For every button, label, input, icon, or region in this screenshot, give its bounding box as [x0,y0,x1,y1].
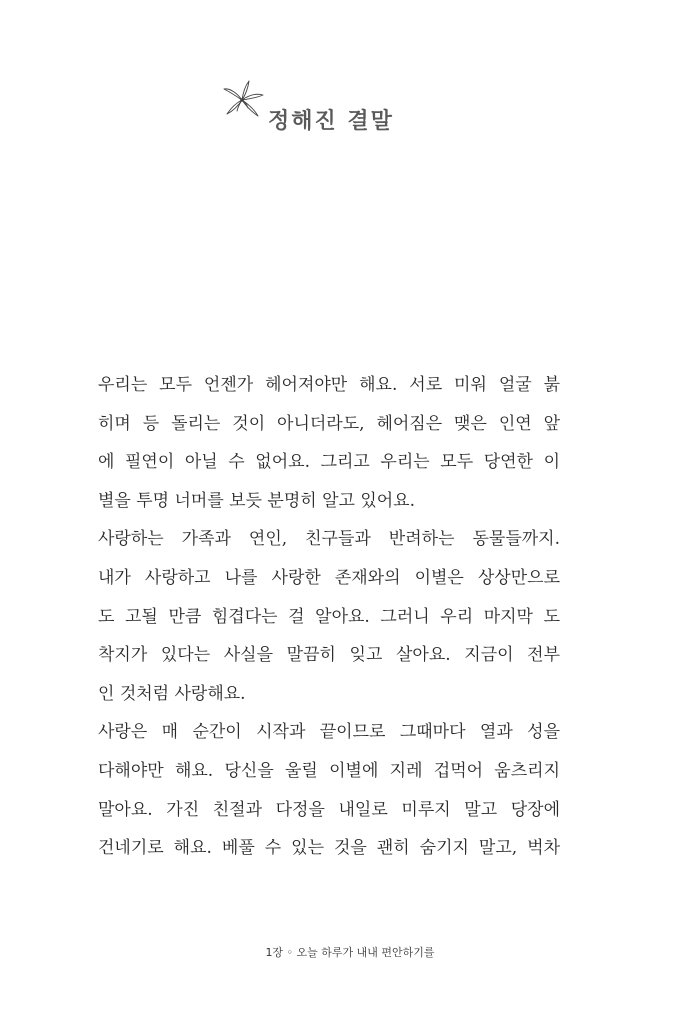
text-line: 다해야만 해요. 당신을 울릴 이별에 지레 겁먹어 움츠리지 [98,760,560,781]
text-line: 사랑은 매 순간이 시작과 끝이므로 그때마다 열과 성을 [98,722,560,743]
text-line: 건네기로 해요. 베풀 수 있는 것을 괜히 숨기지 말고, 벅차 [98,838,560,859]
text-line: 내가 사랑하고 나를 사랑한 존재와의 이별은 상상만으로 [98,567,560,588]
lily-flower-icon [220,80,266,120]
text-line: 별을 투명 너머를 보듯 분명히 알고 있어요. [98,490,416,511]
chapter-header [220,80,394,134]
text-line: 도 고될 만큼 힘겹다는 걸 알아요. 그러니 우리 마지막 도 [98,606,560,627]
text-line: 우리는 모두 언젠가 헤어져야만 해요. 서로 미워 얼굴 붉 [98,375,560,395]
text-line: 말아요. 가진 친절과 다정을 내일로 미루지 말고 당장에 [98,799,560,820]
chapter-title: 정해진 결말 [268,108,394,134]
text-line: 에 필연이 아닐 수 없어요. 그리고 우리는 모두 당연한 이 [98,452,560,473]
page-footer: 1장 ◦ 오늘 하루가 내내 편안하기를 [265,946,435,959]
text-line: 히며 등 돌리는 것이 아니더라도, 헤어짐은 맺은 인연 앞 [98,413,560,434]
text-line: 사랑하는 가족과 연인, 친구들과 반려하는 동물들까지. [98,529,560,550]
body-text [98,366,560,868]
text-line: 인 것처럼 사랑해요. [98,683,246,704]
text-line: 착지가 있다는 사실을 말끔히 잊고 살아요. 지금이 전부 [98,645,560,666]
